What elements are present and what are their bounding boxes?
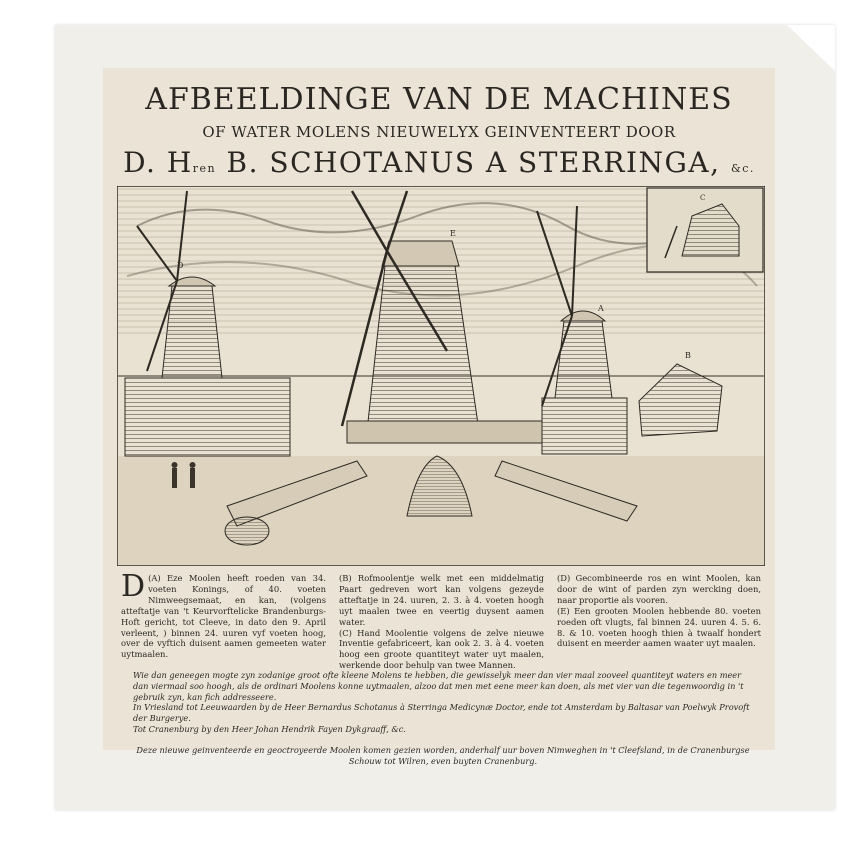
caption-columns bbox=[121, 569, 761, 671]
title-line-3-suffix: &c. bbox=[730, 162, 755, 175]
windmill-etching bbox=[117, 186, 765, 566]
bottom-text bbox=[133, 670, 753, 766]
label-e: E bbox=[450, 229, 456, 238]
caption-b: (B) Rofmoolentje welk met een middelmatig Paart gedreven wort kan volgens gezeyde atteftatje in 24. uuren, 2. 3. à 4. voeten hoogh uyt maalen twee en veertig duysent aamen water. bbox=[339, 573, 544, 627]
caption-e: (E) Een grooten Moolen hebbende 80. voeten roeden oft vlugts, fal binnen 24. uuren 4. 5. 6. 8. & 10. voeten hoogh thien à twaalf hondert duisent en meerder aamen waater uyt maalen. bbox=[557, 605, 761, 649]
caption-c: (C) Hand Moolentie volgens de zelve nieuwe Inventie gefabriceert, kan ook 2. 3. à 4. voeten hoog een groote quantiteyt water uyt maalen, werkende door behulp van twee Mannen. bbox=[339, 627, 544, 671]
label-d: D bbox=[177, 261, 184, 270]
label-b: B bbox=[685, 351, 691, 360]
title-line-3-main: B. SCHOTANUS A STERRINGA, bbox=[216, 146, 721, 179]
title-line-3-pre: D. H bbox=[123, 146, 193, 179]
caption-col-1 bbox=[121, 569, 326, 660]
bottom-paragraph-2: In Vriesland tot Leeuwaarden by de Heer Bernardus Schotanus à Sterringa Medicynæ Doctor, ende tot Amsterdam by Baltasar van Poelwyk Provoft der Burgerye. bbox=[133, 702, 750, 724]
inset-c-hand-mill bbox=[647, 188, 763, 272]
bottom-paragraph-4: Deze nieuwe geinventeerde en geoctroyeerde Moolen komen gezien worden, anderhalf uur boven Nimweghen in 't Cleefsland, in de Cranenburgse Schouw tot Wilren, even buyten Cranenburg. bbox=[136, 744, 750, 766]
title-line-3-sup: ren bbox=[192, 162, 217, 175]
water-wheel bbox=[225, 517, 269, 545]
title-line-3 bbox=[103, 146, 775, 179]
label-a: A bbox=[598, 304, 604, 313]
caption-col-2 bbox=[339, 573, 544, 671]
title-line-1: AFBEELDINGE VAN DE MACHINES bbox=[145, 82, 733, 117]
title-line-2: OF WATER MOLENS NIEUWELYX GEINVENTEERT DOOR bbox=[202, 123, 676, 141]
bottom-paragraph-3: Tot Cranenburg by den Heer Johan Hendrik Fayen Dykgraaff, &c. bbox=[133, 723, 406, 734]
caption-a: (A) Eze Moolen heeft roeden van 34. voeten Konings, of 40. voeten Nimweegsemaat, en kan, (volgens atteftatje van 't Keurvorftelicke Brandenburgs-Hoft gericht, tot Cleeve, in dato den 9. April verleent, ) binnen 24. uuren vyf voeten hoog, over de vyftich duisent aamen gemeeten water uytmaalen. bbox=[121, 573, 326, 660]
caption-col-3 bbox=[557, 573, 761, 649]
caption-d: (D) Gecombineerde ros en wint Moolen, kan door de wint of parden zyn wercking doen, naar proportie als vooren. bbox=[557, 573, 761, 605]
bottom-paragraph-1: Wie dan geneegen mogte zyn zodanige groot ofte kleene Molens te hebben, die gewisselyk meer dan vier maal zooveel quantiteyt waters en meer dan viermaal soo hoogh, als de ordinari Moolens konne uytmaalen, alzoo dat men met eene meer kan doen, als met vier van die tegenwoordig in 't gebruik zyn, kan fich addresseere. bbox=[133, 670, 744, 702]
drop-cap: D bbox=[121, 569, 146, 604]
label-c: C bbox=[700, 194, 706, 202]
print-plate bbox=[103, 68, 775, 766]
